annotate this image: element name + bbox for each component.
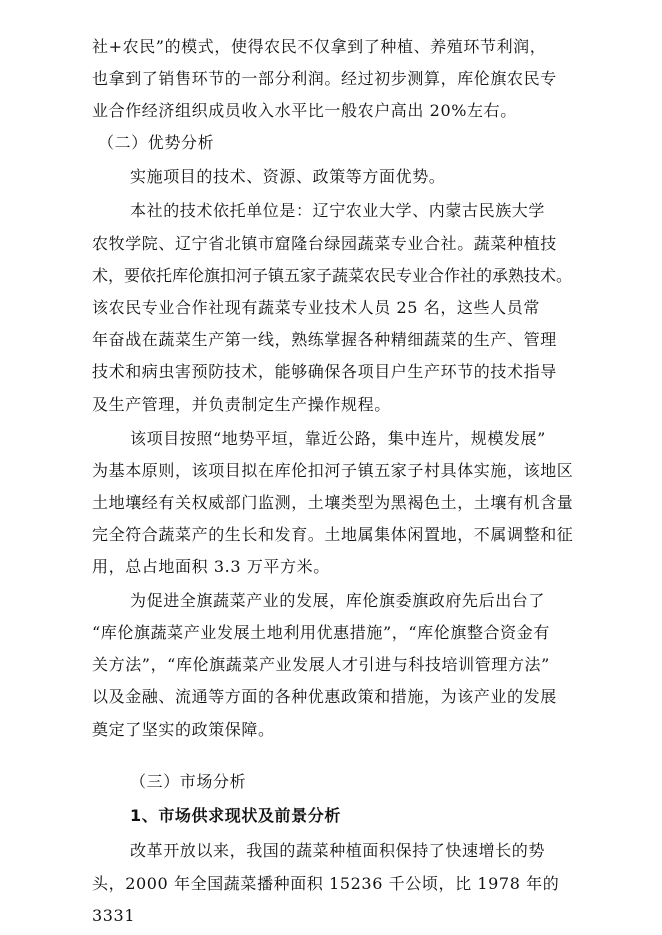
text-line: 关方法”，“库伦旗蔬菜产业发展人才引进与科技培训管理方法”	[92, 655, 550, 674]
text-line: 该农民专业合作社现有蔬菜专业技术人员 25 名，这些人员常	[92, 298, 540, 317]
text-line: 年奋战在蔬菜生产第一线，熟练掌握各种精细蔬菜的生产、管理	[92, 330, 557, 349]
text-line: “库伦旗蔬菜产业发展土地利用优惠措施”，“库伦旗整合资金有	[92, 623, 550, 642]
text-line: 奠定了坚实的政策保障。	[92, 720, 275, 739]
section-heading: （三）市场分析	[130, 772, 247, 791]
text-line: 技术和病虫害预防技术，能够确保各项目户生产环节的技术指导	[92, 362, 557, 381]
text-line: 改革开放以来，我国的蔬菜种植面积保持了快速增长的势	[130, 841, 546, 860]
text-line: 实施项目的技术、资源、政策等方面优势。	[130, 167, 446, 186]
text-line: 本社的技术依托单位是：辽宁农业大学、内蒙古民族大学	[130, 201, 546, 220]
text-line: 该项目按照“地势平垣，靠近公路，集中连片，规模发展”	[130, 429, 546, 448]
text-line: 术，要依托库伦旗扣河子镇五家子蔬菜农民专业合作社的承熟技术。	[92, 266, 573, 285]
text-line: 土地壤经有关权威部门监测，土壤类型为黑褐色土，土壤有机含量	[92, 493, 574, 512]
text-line: 为基本原则，该项目拟在库伦扣河子镇五家子村具体实施，该地区	[92, 461, 574, 480]
text-line: 为促进全旗蔬菜产业的发展，库伦旗委旗政府先后出台了	[130, 591, 546, 610]
text-line: 业合作经济组织成员收入水平比一般农户高出 20%左右。	[92, 101, 517, 120]
text-line: 也拿到了销售环节的一部分利润。经过初步测算，库伦旗农民专	[92, 69, 557, 88]
text-line: 及生产管理，并负责制定生产操作规程。	[92, 395, 391, 414]
text-line: 以及金融、流通等方面的各种优惠政策和措施，为该产业的发展	[92, 687, 557, 706]
text-line: 社+农民”的模式，使得农民不仅拿到了种植、养殖环节利润，	[92, 37, 547, 56]
text-line: 农牧学院、辽宁省北镇市窟隆台绿园蔬菜专业合社。蔬菜种植技	[92, 234, 557, 253]
text-line: 头，2000 年全国蔬菜播种面积 15236 千公顷，比 1978 年的	[92, 874, 560, 893]
text-line: 完全符合蔬菜产的生长和发育。土地属集体闲置地，不属调整和征	[92, 525, 574, 544]
text-line: 用，总占地面积 3.3 万平方米。	[92, 557, 330, 576]
section-heading: （二）优势分析	[98, 133, 215, 152]
text-line: 3331	[92, 906, 136, 925]
subsection-heading: 1、市场供求现状及前景分析	[130, 806, 341, 825]
